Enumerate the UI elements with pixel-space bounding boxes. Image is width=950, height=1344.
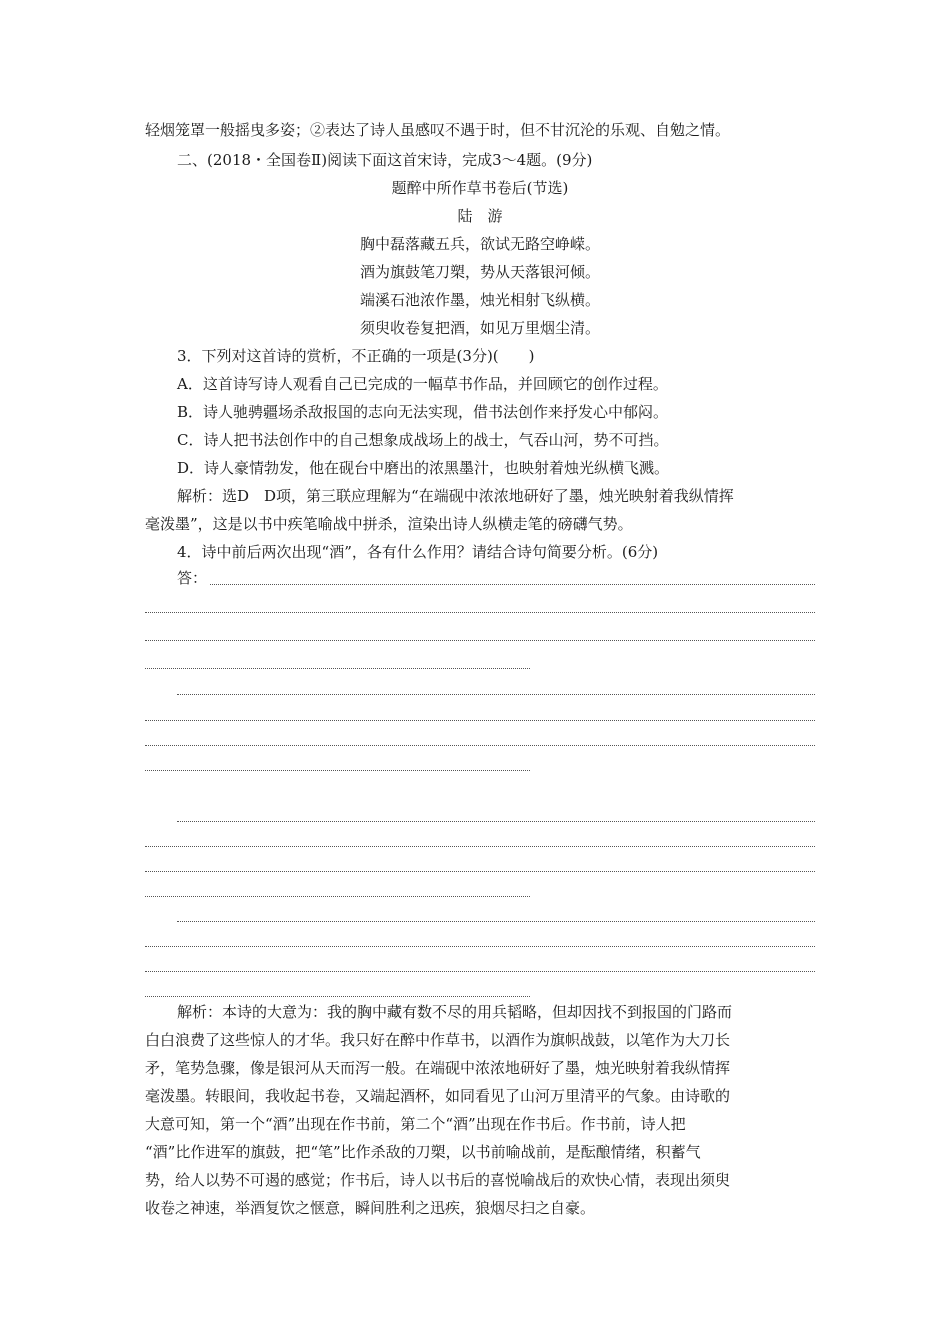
answer-line [145, 612, 815, 613]
answer-3-explanation-cont: 毫泼墨”，这是以书中疾笔喻战中拼杀，渲染出诗人纵横走笔的磅礴气势。 [145, 515, 633, 533]
answer-line [177, 821, 815, 822]
option-a: A．这首诗写诗人观看自己已完成的一幅草书作品，并回顾它的创作过程。 [177, 375, 668, 393]
answer-label: 答： [177, 569, 208, 587]
option-c: C．诗人把书法创作中的自己想象成战场上的战士，气吞山河，势不可挡。 [177, 431, 669, 449]
answer-line [145, 846, 815, 847]
option-d: D．诗人豪情勃发，他在砚台中磨出的浓黑墨汁，也映射着烛光纵横飞溅。 [177, 459, 670, 477]
section-heading: 二、(2018・全国卷Ⅱ)阅读下面这首宋诗，完成3～4题。(9分) [177, 151, 593, 169]
text-line: 轻烟笼罩一般摇曳多姿；②表达了诗人虽感叹不遇于时，但不甘沉沦的乐观、自勉之情。 [145, 121, 731, 139]
answer-line [177, 694, 815, 695]
answer-line [145, 946, 815, 947]
answer-3-explanation: 解析：选D D项，第三联应理解为“在端砚中浓浓地研好了墨，烛光映射着我纵情挥 [177, 487, 734, 505]
analysis-line: 收卷之神速，举酒复饮之惬意，瞬间胜利之迅疾，狼烟尽扫之自豪。 [145, 1199, 596, 1217]
question-4: 4．诗中前后两次出现“酒”，各有什么作用？请结合诗句简要分析。(6分) [177, 543, 659, 561]
analysis-line: 矛，笔势急骤，像是银河从天而泻一般。在端砚中浓浓地研好了墨，烛光映射着我纵情挥 [145, 1059, 731, 1077]
poem-line: 胸中磊落藏五兵，欲试无路空峥嵘。 [359, 235, 600, 253]
poem-author: 陆 游 [457, 207, 503, 225]
analysis-line: 白白浪费了这些惊人的才华。我只好在醉中作草书，以酒作为旗帜战鼓，以笔作为大刀长 [145, 1031, 731, 1049]
analysis-paragraph: 解析：本诗的大意为：我的胸中藏有数不尽的用兵韬略，但却因找不到报国的门路而 [177, 1003, 733, 1021]
answer-line [145, 896, 530, 897]
option-b: B．诗人驰骋疆场杀敌报国的志向无法实现，借书法创作来抒发心中郁闷。 [177, 403, 669, 421]
answer-line [145, 668, 530, 669]
poem-line: 端溪石池浓作墨，烛光相射飞纵横。 [359, 291, 600, 309]
answer-line [145, 871, 815, 872]
analysis-line: 势，给人以势不可遏的感觉；作书后，诗人以书后的喜悦喻战后的欢快心情，表现出须臾 [145, 1171, 731, 1189]
question-3: 3．下列对这首诗的赏析，不正确的一项是(3分)( ) [177, 347, 535, 365]
answer-line [145, 720, 815, 721]
poem-line: 须臾收卷复把酒，如见万里烟尘清。 [359, 319, 600, 337]
analysis-line: “酒”比作进军的旗鼓，把“笔”比作杀敌的刀槊，以书前喻战前，是酝酿情绪，积蓄气 [145, 1143, 701, 1161]
answer-line [145, 971, 815, 972]
answer-line [210, 584, 815, 585]
answer-line [145, 996, 530, 997]
answer-line [145, 745, 815, 746]
poem-line: 酒为旗鼓笔刀槊，势从天落银河倾。 [359, 263, 600, 281]
answer-line [177, 921, 815, 922]
answer-line [145, 640, 815, 641]
answer-line [145, 770, 530, 771]
poem-title: 题醉中所作草书卷后(节选) [391, 179, 569, 197]
analysis-line: 大意可知，第一个“酒”出现在作书前，第二个“酒”出现在作书后。作书前，诗人把 [145, 1115, 686, 1133]
analysis-line: 毫泼墨。转眼间，我收起书卷，又端起酒杯，如同看见了山河万里清平的气象。由诗歌的 [145, 1087, 731, 1105]
